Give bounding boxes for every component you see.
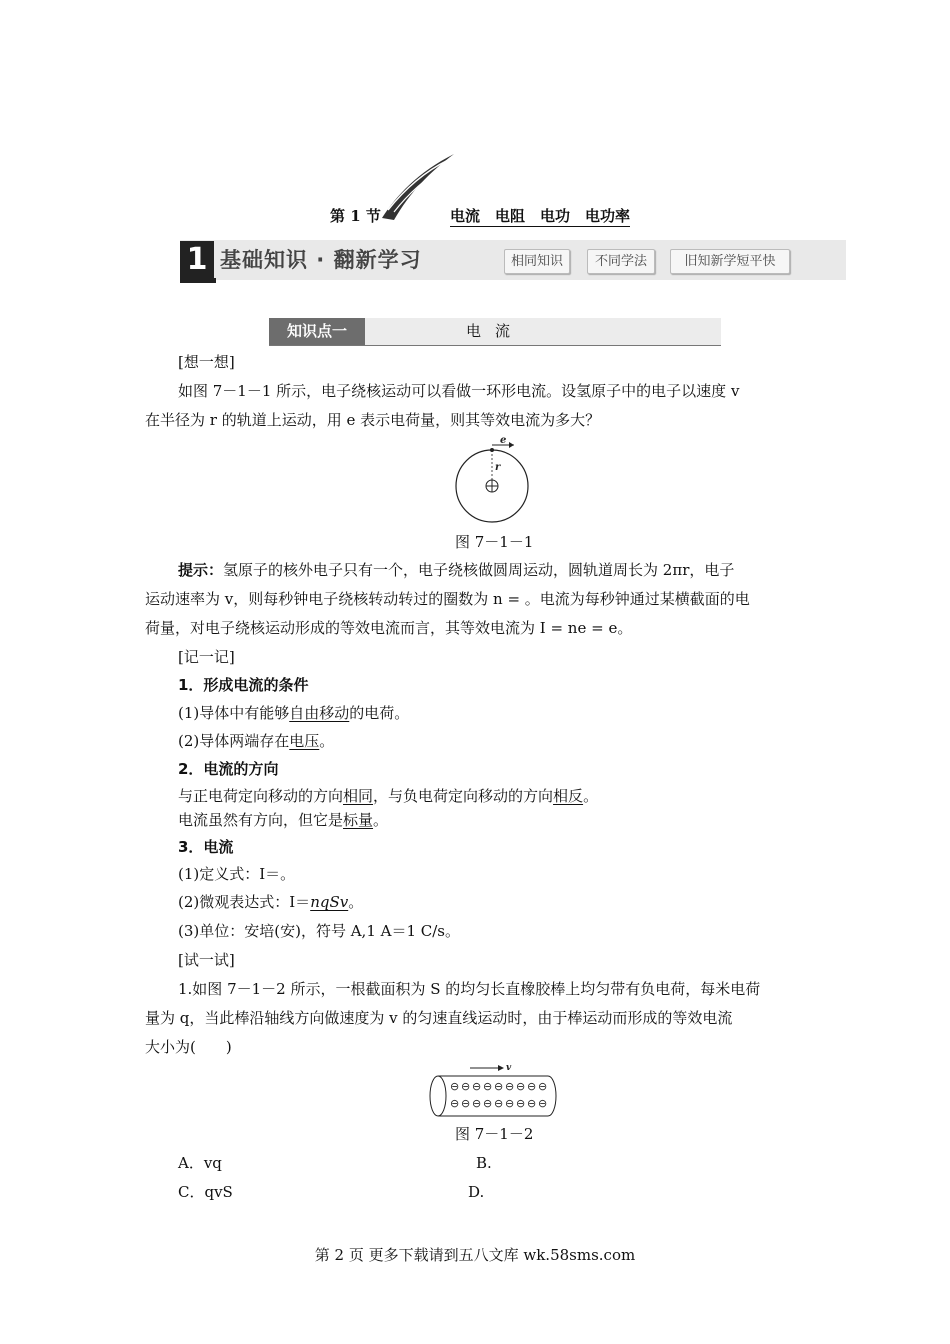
section-title	[330, 205, 630, 226]
figure-7-1-1	[450, 434, 536, 526]
svg-text:⊖: ⊖	[527, 1097, 537, 1110]
svg-text:⊖: ⊖	[472, 1080, 482, 1093]
svg-text:⊖: ⊖	[516, 1080, 526, 1093]
tag-different-method: 不同学法	[587, 249, 655, 274]
section-number: 第 1 节	[330, 207, 381, 225]
svg-text:⊖: ⊖	[505, 1097, 515, 1110]
banner-number-base	[180, 278, 216, 283]
item2-b-key: 标量	[343, 811, 374, 829]
item3-b-pre: (2)微观表达式：I＝	[178, 893, 311, 911]
figure-label-r: r	[495, 462, 501, 473]
svg-text:⊖: ⊖	[527, 1080, 537, 1093]
svg-text:⊖: ⊖	[494, 1080, 504, 1093]
try-question-line3: 大小为( )	[145, 1038, 232, 1056]
item2-a-mid: ，与负电荷定向移动的方向	[373, 787, 554, 805]
figure-label-v: v	[506, 1063, 512, 1073]
remember-heading: [记一记]	[178, 648, 235, 666]
item2-title: 2．电流的方向	[178, 760, 279, 778]
svg-text:⊖: ⊖	[450, 1080, 460, 1093]
tag-old-knowledge-new: 旧知新学短平快	[670, 249, 790, 274]
svg-text:⊖: ⊖	[494, 1097, 504, 1110]
item2-a-pre: 与正电荷定向移动的方向	[178, 787, 344, 805]
item1-a-post: 的电荷。	[349, 704, 410, 722]
hint-label: 提示：	[178, 561, 224, 579]
item2-b-post: 。	[373, 811, 389, 829]
svg-text:⊖: ⊖	[516, 1097, 526, 1110]
page-footer: 第 2 页 更多下载请到五八文库 wk.58sms.com	[314, 1246, 636, 1264]
item1-a-key: 自由移动	[289, 704, 350, 722]
item3-c: (3)单位：安培(安)，符号 A,1 A＝1 C/s。	[178, 922, 461, 940]
hint-text-1: 氢原子的核外电子只有一个，电子绕核做圆周运动，圆轨道周长为 2πr，电子	[223, 561, 735, 579]
figure-7-1-2-caption: 图 7－1－2	[455, 1125, 534, 1143]
item3-b	[178, 888, 363, 917]
hint-line3: 荷量，对电子绕核运动形成的等效电流而言，其等效电流为 I = ne = e。	[145, 619, 633, 637]
try-heading: [试一试]	[178, 951, 235, 969]
think-heading: [想一想]	[178, 353, 235, 371]
option-c[interactable]: C．qvS	[178, 1183, 233, 1201]
svg-text:⊖: ⊖	[538, 1080, 548, 1093]
knowledge-point-header	[269, 318, 721, 346]
item1-b	[178, 727, 334, 756]
item1-a	[178, 699, 409, 728]
option-d[interactable]: D.	[468, 1183, 485, 1201]
item2-a-key1: 相同	[343, 787, 374, 805]
figure-7-1-1-caption: 图 7－1－1	[455, 533, 534, 551]
tag-same-knowledge: 相同知识	[504, 249, 570, 274]
item1-b-pre: (2)导体两端存在	[178, 732, 290, 750]
svg-text:⊖: ⊖	[472, 1097, 482, 1110]
option-b[interactable]: B.	[476, 1154, 492, 1172]
hint-line2: 运动速率为 v，则每秒钟电子绕核转动转过的圈数为 n = 。电流为每秒钟通过某横截面的电	[145, 590, 750, 608]
item3-title: 3．电流	[178, 838, 234, 856]
try-question-line1: 1.如图 7－1－2 所示，一根截面积为 S 的均匀长直橡胶棒上均匀带有负电荷，每米电荷	[178, 980, 761, 998]
svg-text:⊖: ⊖	[450, 1097, 460, 1110]
item2-a-post: 。	[583, 787, 599, 805]
item3-b-post: 。	[348, 893, 364, 911]
hint-line1	[178, 556, 734, 585]
section-banner	[180, 240, 846, 280]
item3-b-key: nqSv	[310, 893, 349, 911]
item1-title: 1．形成电流的条件	[178, 676, 309, 694]
knowledge-point-title: 电流	[466, 322, 525, 340]
svg-text:⊖: ⊖	[461, 1080, 471, 1093]
item2-b	[178, 806, 388, 835]
svg-text:⊖: ⊖	[483, 1080, 493, 1093]
item3-a: (1)定义式：I＝。	[178, 865, 296, 883]
section-topic: 电流 电阻 电功 电功率	[450, 207, 631, 225]
item2-b-pre: 电流虽然有方向，但它是	[178, 811, 344, 829]
item1-a-pre: (1)导体中有能够	[178, 704, 290, 722]
svg-text:⊖: ⊖	[538, 1097, 548, 1110]
banner-number-text: 1	[186, 242, 208, 277]
try-question-line2: 量为 q，当此棒沿轴线方向做速度为 v 的匀速直线运动时，由于棒运动而形成的等效电流	[145, 1009, 733, 1027]
item1-b-key: 电压	[289, 732, 320, 750]
banner-title: 基础知识 · 翻新学习	[220, 248, 422, 272]
svg-text:⊖: ⊖	[461, 1097, 471, 1110]
svg-text:⊖: ⊖	[505, 1080, 515, 1093]
banner-number	[180, 241, 214, 279]
knowledge-point-label: 知识点一	[269, 318, 365, 345]
figure-7-1-2	[424, 1058, 560, 1120]
think-question-line1: 如图 7－1－1 所示，电子绕核运动可以看做一环形电流。设氢原子中的电子以速度 v	[178, 382, 740, 400]
item1-b-post: 。	[319, 732, 335, 750]
figure-label-e: e	[500, 435, 507, 446]
option-a[interactable]: A．vq	[178, 1154, 222, 1172]
item2-a-key2: 相反	[553, 787, 584, 805]
svg-text:⊖: ⊖	[483, 1097, 493, 1110]
think-question-line2: 在半径为 r 的轨道上运动，用 e 表示电荷量，则其等效电流为多大？	[145, 411, 601, 429]
